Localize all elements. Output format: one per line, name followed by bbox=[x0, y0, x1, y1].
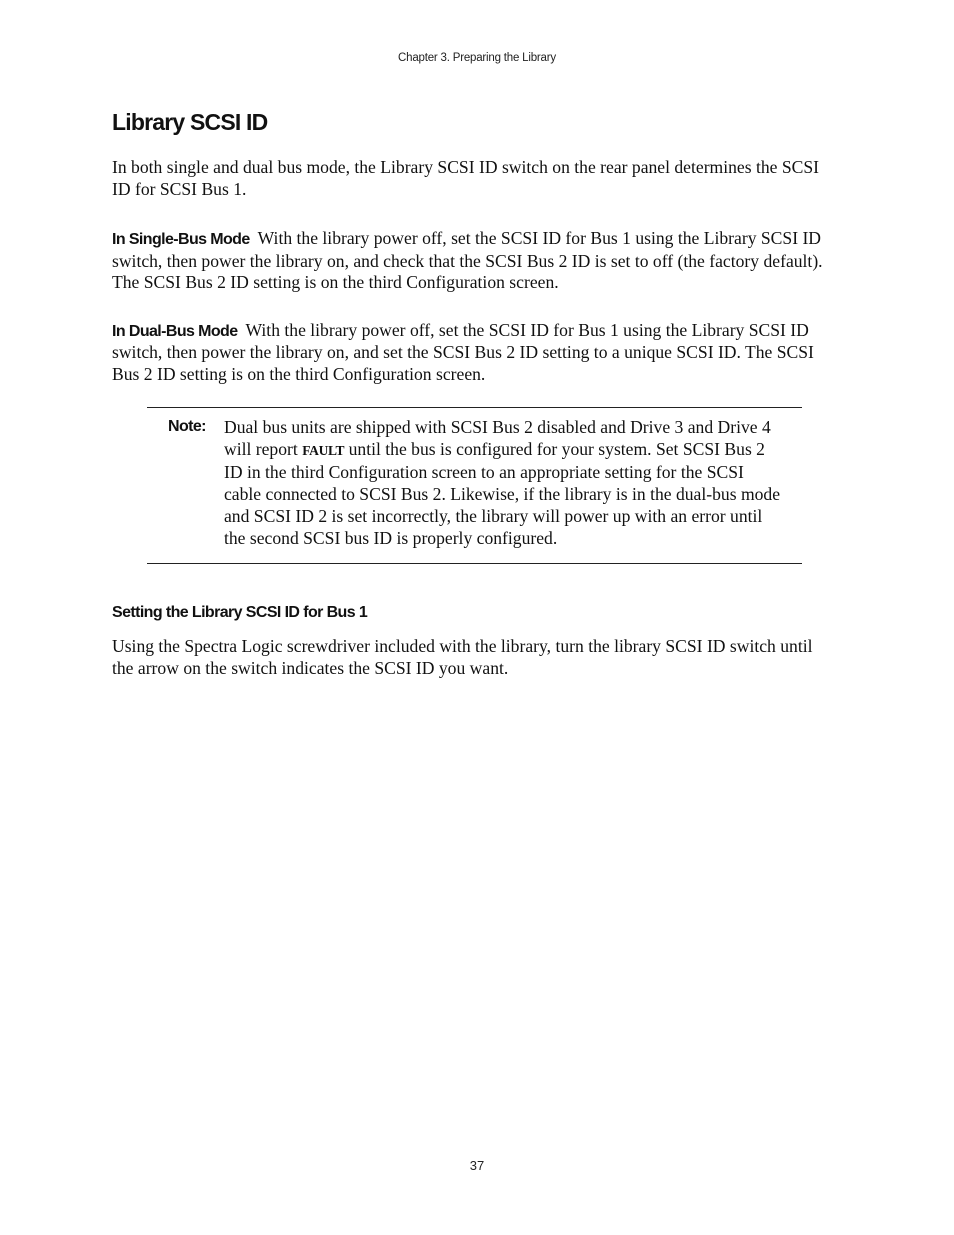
page-content bbox=[112, 104, 838, 679]
dual-bus-paragraph bbox=[112, 320, 838, 386]
note-text-after: until the bus is configured for your system. Set SCSI Bus 2 ID in the third Configuration screen to an appropriate setting for the SCSI cable connected to SCSI Bus 2. Likewise, if the library is in the dual-bus mode and SCSI ID 2 is set incorrectly, the library will power up with an error until the second SCSI bus ID is properly configured. bbox=[224, 438, 781, 548]
note-text-before: Dual bus units are shipped with SCSI Bus 2 disabled and Drive 3 and Drive 4 will report bbox=[224, 417, 771, 459]
note-label: Note: bbox=[168, 418, 206, 435]
single-bus-paragraph bbox=[112, 228, 838, 294]
note-box bbox=[147, 407, 802, 564]
subsection-title: Setting the Library SCSI ID for Bus 1 bbox=[112, 604, 368, 622]
running-header: Chapter 3. Preparing the Library bbox=[398, 52, 556, 64]
page-number: 37 bbox=[469, 1158, 485, 1173]
single-bus-heading: In Single-Bus Mode bbox=[112, 231, 250, 248]
single-bus-text: With the library power off, set the SCSI ID for Bus 1 using the Library SCSI ID switch, then power the library on, and check that the SCSI Bus 2 ID is set to off (the factory default). The SCSI Bus 2 ID setting is on the third Configuration screen. bbox=[112, 228, 823, 292]
dual-bus-heading: In Dual-Bus Mode bbox=[112, 322, 238, 340]
section-title: Library SCSI ID bbox=[112, 109, 268, 135]
note-text bbox=[224, 417, 784, 549]
intro-paragraph: In both single and dual bus mode, the Library SCSI ID switch on the rear panel determines the SCSI ID for SCSI Bus 1. bbox=[112, 157, 820, 199]
dual-bus-text: With the library power off, set the SCSI ID for Bus 1 using the Library SCSI ID switch, then power the library on, and set the SCSI Bus 2 ID setting to a unique SCSI ID. The SCSI Bus 2 ID setting is on the third Configuration screen. bbox=[112, 319, 814, 384]
subsection-paragraph: Using the Spectra Logic screwdriver included with the library, turn the library SCSI ID switch until the arrow on the switch indicates the SCSI ID you want. bbox=[112, 636, 813, 678]
fault-keyword: FAULT bbox=[302, 442, 345, 458]
